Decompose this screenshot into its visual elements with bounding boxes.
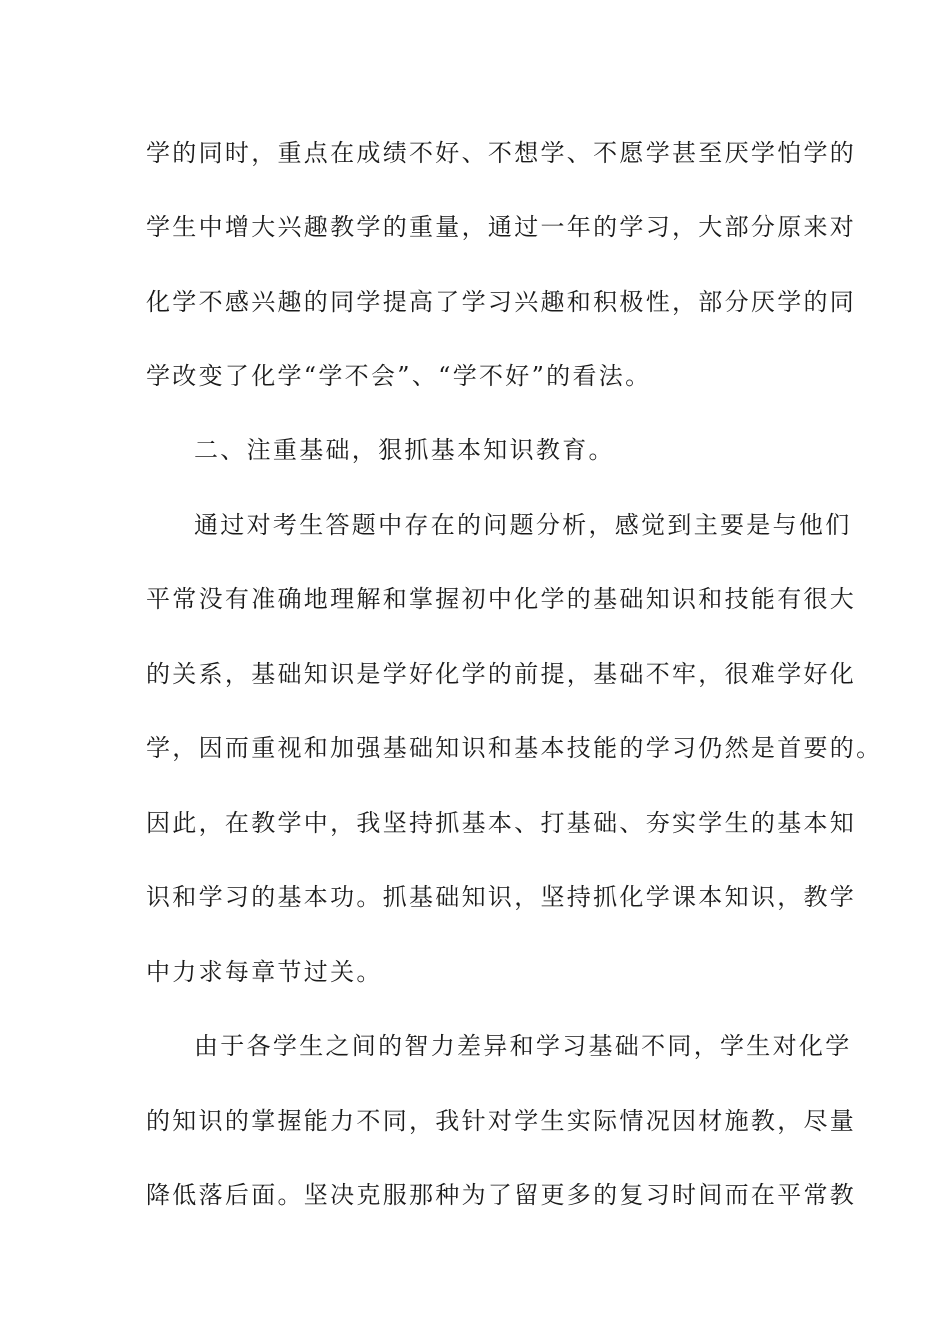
text-line: 的知识的掌握能力不同，我针对学生实际情况因材施教，尽量 xyxy=(146,1107,857,1135)
text-line: 化学不感兴趣的同学提高了学习兴趣和积极性，部分厌学的同 xyxy=(146,288,857,316)
text-line: 学改变了化学“学不会”、“学不好”的看法。 xyxy=(146,362,652,390)
text-line: 由于各学生之间的智力差异和学习基础不同，学生对化学 xyxy=(194,1032,852,1060)
text-line: 因此，在教学中，我坚持抓基本、打基础、夯实学生的基本知 xyxy=(146,809,857,837)
text-line: 识和学习的基本功。抓基础知识，坚持抓化学课本知识，教学 xyxy=(146,883,857,911)
text-line: 中力求每章节过关。 xyxy=(146,958,383,986)
text-line: 学生中增大兴趣教学的重量，通过一年的学习，大部分原来对 xyxy=(146,213,857,241)
section-heading: 二、注重基础，狠抓基本知识教育。 xyxy=(194,436,615,464)
text-line: 学，因而重视和加强基础知识和基本技能的学习仍然是首要的。 xyxy=(146,734,883,762)
text-line: 学的同时，重点在成绩不好、不想学、不愿学甚至厌学怕学的 xyxy=(146,139,857,167)
text-line: 的关系，基础知识是学好化学的前提，基础不牢，很难学好化 xyxy=(146,660,857,688)
text-line: 平常没有准确地理解和掌握初中化学的基础知识和技能有很大 xyxy=(146,585,857,613)
text-line: 降低落后面。坚决克服那种为了留更多的复习时间而在平常教 xyxy=(146,1181,857,1209)
text-line: 通过对考生答题中存在的问题分析，感觉到主要是与他们 xyxy=(194,511,852,539)
